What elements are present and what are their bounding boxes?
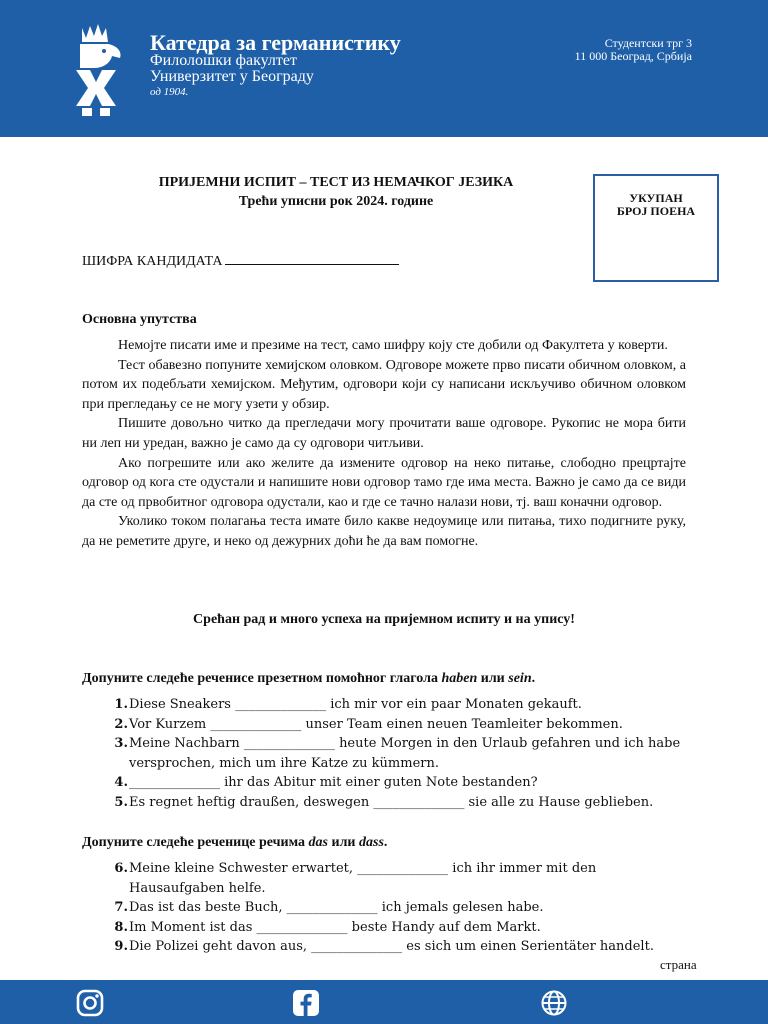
exercise1-heading-word1: haben [441, 671, 478, 686]
instruction-paragraph: Пишите довољно читко да прегледачи могу прочитати ваше одговоре. Рукопис не мора бити ни леп ни уредан, важно је само да су одговори читљиви. [82, 416, 686, 451]
item-number: 2. [114, 716, 128, 732]
exercise2-heading [82, 835, 387, 851]
exam-title: ПРИЈЕМНИ ИСПИТ – ТЕСТ ИЗ НЕМАЧКОГ ЈЕЗИКА [158, 175, 514, 190]
list-item [82, 793, 686, 813]
item-text[interactable]: Vor Kurzem ______________ unser Team einen neuen Teamleiter bekommen. [129, 716, 623, 732]
points-label-line2: БРОЈ ПОЕНА [616, 204, 696, 218]
list-item [82, 715, 686, 735]
address-city: 11 000 Београд, Србија [574, 49, 692, 63]
instruction-paragraph: Тест обавезно попуните хемијском оловком. Одговоре можете прво писати обичном оловком, а потом их подебљати хемијском. Међутим, одговори који су написани искључиво обичном оловком при прегледању се не могу узети у обзир. [82, 357, 686, 412]
item-text[interactable]: Es regnet heftig draußen, deswegen ______________ sie alle zu Hause geblieben. [129, 794, 654, 810]
list-item [82, 859, 686, 898]
item-number: 6. [114, 861, 128, 876]
item-text[interactable]: Diese Sneakers ______________ ich mir vor ein paar Monaten gekauft. [129, 697, 582, 712]
instructions-body [82, 336, 686, 552]
list-item [82, 918, 686, 938]
exercise2-list [82, 859, 686, 957]
item-text[interactable]: Meine kleine Schwester erwartet, ______________ ich ihr immer mit den Hausaufgaben helfe. [129, 861, 597, 896]
address-block [575, 37, 692, 63]
department-title: Катедра за германистику [150, 30, 401, 55]
item-number: 8. [114, 919, 128, 935]
university-logo-icon [72, 24, 124, 116]
exercise2-heading-mid: или [328, 835, 359, 850]
exercise2-heading-word1: das [308, 835, 328, 850]
faculty-name: Филолошки факултет [150, 52, 297, 69]
globe-icon[interactable] [540, 989, 568, 1017]
exercise1-heading-word2: sein [508, 671, 532, 686]
item-number: 5. [114, 794, 128, 810]
item-text[interactable]: ______________ ihr das Abitur mit einer guten Note bestanden? [129, 775, 538, 790]
item-number: 4. [114, 775, 128, 790]
instruction-paragraph: Немојте писати име и презиме на тест, само шифру коју сте добили од Факултета у коверти. [118, 338, 668, 353]
item-text[interactable]: Meine Nachbarn ______________ heute Morgen in den Urlaub gefahren und ich habe versprochen, mich um ihre Katze zu kümmern. [129, 736, 681, 771]
item-number: 9. [114, 939, 128, 954]
list-item [82, 898, 686, 918]
list-item [82, 695, 686, 715]
points-label-line1: УКУПАН [629, 191, 683, 205]
item-text[interactable]: Das ist das beste Buch, ______________ ich jemals gelesen habe. [129, 900, 544, 915]
list-item [82, 734, 686, 773]
total-points-box[interactable] [593, 174, 719, 282]
exercise2-heading-end: . [383, 835, 388, 850]
list-item [82, 937, 686, 957]
candidate-code-label: ШИФРА КАНДИДАТА [82, 254, 223, 269]
candidate-code-field[interactable] [225, 254, 399, 265]
instruction-paragraph: Ако погрешите или ако желите да измените одговор на неко питање, слободно прецртајте одговор од кога сте одустали и напишите нови одговор тамо где има места. Важно је само да се види да сте од првобитног одговора одустали, као и где се тачно налази нови, тј. ваш коначни одговор. [82, 455, 686, 510]
founded-year: од 1904. [150, 86, 189, 98]
page-footer [0, 980, 768, 1024]
exercise1-heading-end: . [531, 671, 536, 686]
exam-subtitle: Трећи уписни рок 2024. године [238, 194, 434, 209]
good-luck-message: Срећан рад и много успеха на пријемном испиту и на упису! [193, 612, 575, 627]
exercise2-heading-text: Допуните следеће реченице речима [82, 835, 309, 850]
instructions-heading: Основна упутства [82, 312, 197, 327]
university-name: Универзитет у Београду [150, 68, 314, 85]
candidate-code-row [82, 254, 399, 270]
page-header [0, 0, 768, 137]
exercise1-list [82, 695, 686, 812]
item-number: 3. [114, 736, 128, 751]
instruction-paragraph: Уколико током полагања теста имате било какве недоумице или питања, тихо подигните руку, да не реметите друге, и неко од дежурних доћи ће да вам помогне. [82, 514, 686, 549]
exercise2-heading-word2: dass [359, 835, 384, 850]
address-street: Студентски трг 3 [604, 36, 692, 50]
item-number: 1. [114, 697, 128, 712]
item-text[interactable]: Die Polizei geht davon aus, ______________ es sich um einen Serientäter handelt. [129, 939, 654, 954]
list-item [82, 773, 686, 793]
exercise1-heading-text: Допуните следеће реченисе презетном помоћног глагола [82, 671, 442, 686]
facebook-icon[interactable] [292, 989, 320, 1017]
exercise1-heading-mid: или [477, 671, 509, 686]
item-number: 7. [114, 900, 128, 915]
page-label: страна [660, 957, 697, 972]
instagram-icon[interactable] [76, 989, 104, 1017]
item-text[interactable]: Im Moment ist das ______________ beste Handy auf dem Markt. [129, 919, 541, 935]
exercise1-heading [82, 671, 535, 687]
